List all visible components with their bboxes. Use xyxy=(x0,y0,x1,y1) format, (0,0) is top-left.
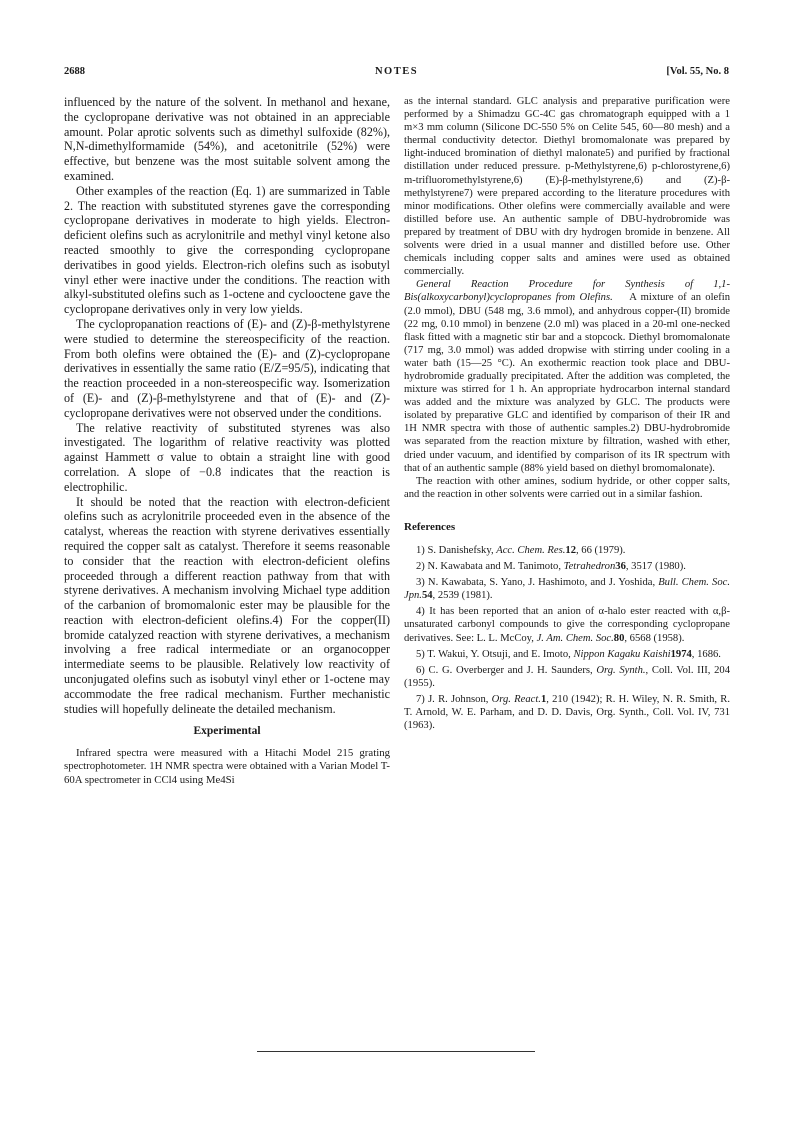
reference-volume: 36 xyxy=(615,561,626,573)
references-heading: References xyxy=(404,520,456,533)
procedure-title: General Reaction Procedure for Synthesis of 1,1-Bis(alkoxycarbonyl)cyclopropanes from Olefins. xyxy=(404,279,730,304)
paragraph: It should be noted that the reaction with electron-deficient olefins such as acrylonitrile proceeded even in the absence of the catalyst, whereas the reaction with styrene derivatives essentially required the copper salt as catalyst. Therefore it seems reasonable to consider that the reaction with electron-deficient olefins proceeded through a different reaction pathway from that with styrene derivatives. A mechanism involving Michael type addition of the carbanion of bromomalonic ester may be plausible for the reaction with electron-deficient olefins.4) For the copper(II) bromide catalyzed reaction with styrene derivatives, a mechanism involving a free radical intermediate or an organocopper intermediate seems to be plausible. Relatively low reactivity of unconjugated olefins such as isobutyl vinyl ether or 1-octene may accommodate the free radical mechanism. Further mechanistic studies will hopefully delineate the detailed mechanism. xyxy=(64,494,390,716)
page-header xyxy=(64,66,729,82)
reference-authors: J. R. Johnson, xyxy=(428,693,492,705)
reference-journal: Tetrahedron xyxy=(563,561,616,573)
reference-journal: J. Am. Chem. Soc. xyxy=(536,632,614,644)
reference-details: , 66 (1979). xyxy=(575,545,626,556)
reference-item xyxy=(404,693,730,732)
reference-details: , 3517 (1980). xyxy=(625,561,686,573)
reference-details: , 210 (1942); R. H. Wiley, N. R. Smith, R. T. Arnold, W. E. Parham, and D. D. Davis, Org. Synth., Coll. Vol. IV, 731 (1963). xyxy=(404,693,730,732)
reference-number: 2) xyxy=(416,561,428,573)
right-column xyxy=(404,95,730,735)
reference-volume: 1974 xyxy=(670,648,692,660)
reference-number: 3) xyxy=(416,577,428,589)
reference-item xyxy=(404,560,730,573)
reference-journal: Bull. Chem. Soc. Jpn. xyxy=(404,577,730,602)
reference-volume: 54 xyxy=(421,590,433,602)
reference-volume: 1 xyxy=(540,693,547,705)
reference-number: 6) xyxy=(416,664,429,676)
reference-journal: Org. Synth. xyxy=(596,664,646,676)
reference-list xyxy=(404,544,730,732)
procedure-text: A mixture of an olefin (2.0 mmol), DBU (548 mg, 3.6 mmol), and anhydrous copper-(II) bromide (22 mg, 0.10 mmol) in benzene (2.0 ml) was placed in a 20-ml one-necked flask fitted with a magnetic stir bar and a stopcock. Diethyl bromomalonate (717 mg, 3.0 mmol) was added dropwise with stirring under cooling in a water bath (15—25 °C). An exothermic reaction took place and DBU-hydrobromide gradually precipitated. After the addition was completed, the mixture was stirred for 1 h. An appropriate hydrocarbon internal standard was added and the mixture was analyzed by GLC. The products were isolated by preparative GLC and identified by comparison of their IR and 1H NMR spectra with those of authentic samples.2) DBU-hydrobromide was separated from the reaction mixture by filtration, washed with ether, dried under vacuum, and identified by comparison of its IR spectrum with that of an authentic sample (88% yield based on diethyl bromomalonate). xyxy=(404,292,730,474)
reference-authors: C. G. Overberger and J. H. Saunders, xyxy=(428,664,597,676)
paragraph: The cyclopropanation reactions of (E)- and (Z)-β-methylstyrene were studied to determine the stereospecificity of the reaction. From both olefins were obtained the (E)- and (Z)-cyclopropane derivatives in essentially the same ratio (E/Z=95/5), indicating that the reaction proceeded in a non-stereospecific way. Isomerization of (E)- and (Z)-β-methylstyrene and that of (E)- and (Z)-cyclopropane derivatives were not observed under the conditions. xyxy=(64,316,390,420)
procedure-paragraph xyxy=(404,278,730,474)
reference-item xyxy=(404,664,730,690)
reference-journal: Org. React. xyxy=(491,693,541,705)
reference-details: , Coll. Vol. III, 204 (1955). xyxy=(404,664,730,689)
paragraph: The relative reactivity of substituted styrenes was also investigated. The logarithm of relative reactivity was plotted against Hammett σ value to obtain a straight line with good correlation. A slope of −0.8 indicates that the reaction is electrophilic. xyxy=(64,420,390,494)
reference-item xyxy=(404,576,730,602)
reference-authors: N. Kawabata, S. Yano, J. Hashimoto, and J. Yoshida, xyxy=(427,577,659,589)
paragraph: influenced by the nature of the solvent. In methanol and hexane, the cyclopropane derivative was not obtained in an appreciable amount. Polar aprotic solvents such as dimethyl sulfoxide (82%), N,N-dimethylformamide (54%), and acetonitrile (52%) were effective, but benzene was the most suitable solvent among the examined. xyxy=(64,95,390,183)
reference-journal: Nippon Kagaku Kaishi xyxy=(573,648,671,660)
experimental-heading: Experimental xyxy=(193,725,261,738)
reference-item xyxy=(404,605,730,644)
reference-item xyxy=(404,648,730,661)
reference-details: , 6568 (1958). xyxy=(624,632,685,644)
reference-authors: S. Danishefsky, xyxy=(427,545,497,556)
paragraph: Infrared spectra were measured with a Hitachi Model 215 grating spectrophotometer. 1H NMR spectra were obtained with a Varian Model T-60A spectrometer in CCl4 using Me4Si xyxy=(64,747,390,786)
volume-info: [Vol. 55, No. 8 xyxy=(666,66,729,77)
paragraph: as the internal standard. GLC analysis and preparative purification were performed by a Shimadzu GC-4C gas chromatograph equipped with a 1 m×3 mm column (Silicone DC-550 5% on Celite 545, 60—80 mesh) and a thermal conductivity detector. Diethyl bromomalonate was prepared by light-induced bromination of diethyl malonate5) and purified by fractional distillation under reduced pressure. p-Methylstyrene,6) p-chlorostyrene,6) m-trifluoromethylstyrene,6) (E)-β-methylstyrene,6) and (Z)-β-methylstyrene7) were prepared according to the literature procedures with minor modifications. Other olefins were commercially available and were distilled before use. An authentic sample of DBU-hydrobromide was prepared by treatment of DBU with dry hydrogen bromide in benzene. All solvents were dried in a usual manner and distilled before use. Other chemicals including copper salts and amines were used as obtained commercially. xyxy=(404,96,730,278)
reference-number: 7) xyxy=(416,693,429,705)
reference-item xyxy=(404,544,730,557)
reference-authors: T. Wakui, Y. Otsuji, and E. Imoto, xyxy=(427,648,574,660)
paragraph: The reaction with other amines, sodium hydride, or other copper salts, and the reaction in other solvents were carried out in a similar fashion. xyxy=(404,475,730,500)
reference-details: , 2539 (1981). xyxy=(432,590,493,602)
reference-number: 4) xyxy=(416,606,430,618)
paragraph: Other examples of the reaction (Eq. 1) are summarized in Table 2. The reaction with substituted styrenes gave the corresponding cyclopropane derivatives in moderate to high yields. Electron-deficient olefins such as acrylonitrile and methyl vinyl ketone also reacted smoothly to give the corresponding cyclopropane derivatibes in good yields. Electron-rich olefins such as isobutyl vinyl ether were inactive under the conditions. The reaction with alkyl-substituted olefins such as 1-octene and cyclooctene gave the cyclopropane derivatives only in very low yields. xyxy=(64,183,390,317)
page-number: 2688 xyxy=(64,66,85,77)
left-column xyxy=(64,95,390,787)
section-title: NOTES xyxy=(374,66,419,77)
reference-journal: Acc. Chem. Res. xyxy=(496,545,566,556)
reference-volume: 12 xyxy=(565,545,576,556)
divider xyxy=(257,1051,535,1052)
reference-authors: It has been reported that an anion of α-halo ester reacted with α,β-unsaturated carbonyl compounds to give the corresponding cyclopropane derivatives. See: L. L. McCoy, xyxy=(404,606,730,644)
reference-details: , 1686. xyxy=(691,648,721,660)
reference-number: 1) xyxy=(416,545,428,556)
reference-authors: N. Kawabata and M. Tanimoto, xyxy=(427,561,564,573)
reference-volume: 80 xyxy=(613,632,625,644)
reference-number: 5) xyxy=(416,648,428,660)
